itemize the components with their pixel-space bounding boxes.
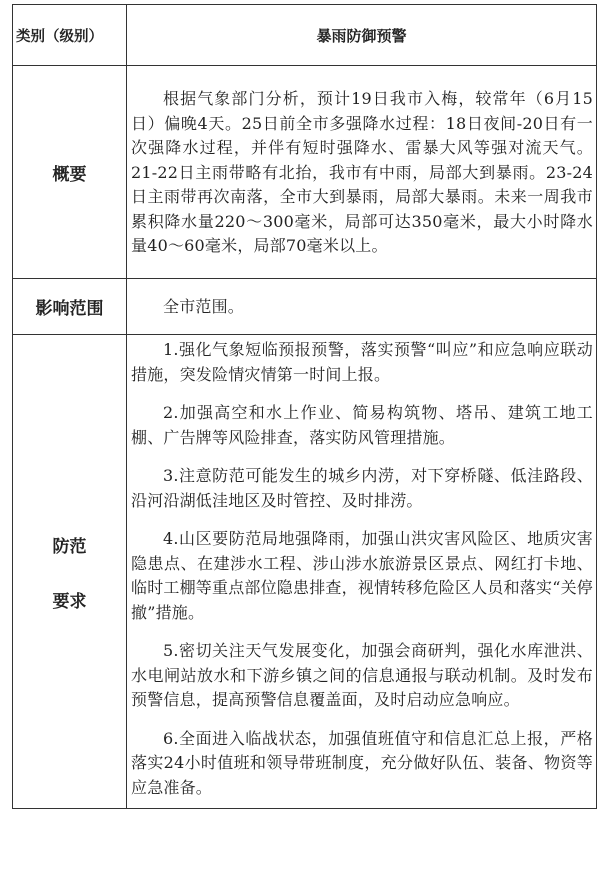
requirement-item: 4.山区要防范局地强降雨，加强山洪灾害风险区、地质灾害隐患点、在建涉水工程、涉山涉水旅游景区景点、网红打卡地、临时工棚等重点部位隐患排查，视情转移危险区人员和落实“关停撤”措施。	[131, 529, 593, 622]
scope-content	[127, 279, 597, 335]
overview-text: 根据气象部门分析，预计19日我市入梅，较常年（6月15日）偏晚4天。25日前全市多强降水过程：18日夜间-20日有一次强降水过程，并伴有短时强降水、雷暴大风等强对流天气。21-22日主雨带略有北抬，我市有中雨，局部大到暴雨。23-24日主雨带再次南落，全市大到暴雨，局部大暴雨。未来一周我市累积降水量220～300毫米，局部可达350毫米，最大小时降水量40～60毫米，局部70毫米以上。	[131, 89, 593, 256]
requirements-label	[13, 335, 127, 809]
overview-label: 概要	[13, 66, 127, 279]
requirement-item: 2.加强高空和水上作业、简易构筑物、塔吊、建筑工地工棚、广告牌等风险排查，落实防风管理措施。	[131, 403, 593, 447]
requirements-row	[13, 335, 597, 809]
requirement-item: 3.注意防范可能发生的城乡内涝，对下穿桥隧、低洼路段、沿河沿湖低洼地区及时管控、及时排涝。	[131, 466, 593, 510]
header-row	[13, 5, 597, 66]
scope-text: 全市范围。	[163, 297, 245, 317]
requirement-item: 1.强化气象短临预报预警，落实预警“叫应”和应急响应联动措施，突发险情灾情第一时间上报。	[131, 340, 593, 384]
category-header: 类别（级别）	[13, 5, 127, 66]
requirement-item: 5.密切关注天气发展变化，加强会商研判，强化水库泄洪、水电闸站放水和下游乡镇之间的信息通报与联动机制。及时发布预警信息，提高预警信息覆盖面，及时启动应急响应。	[131, 641, 593, 709]
requirements-label-line1: 防范	[52, 536, 87, 557]
overview-row	[13, 66, 597, 279]
requirements-content	[127, 335, 597, 809]
warning-table	[12, 4, 597, 809]
warning-title: 暴雨防御预警	[127, 5, 597, 66]
requirement-item: 6.全面进入临战状态，加强值班值守和信息汇总上报，严格落实24小时值班和领导带班制度，充分做好队伍、装备、物资等应急准备。	[131, 728, 593, 797]
scope-row	[13, 279, 597, 335]
requirements-label-line2: 要求	[52, 591, 87, 612]
overview-content	[127, 66, 597, 279]
scope-label: 影响范围	[13, 279, 127, 335]
